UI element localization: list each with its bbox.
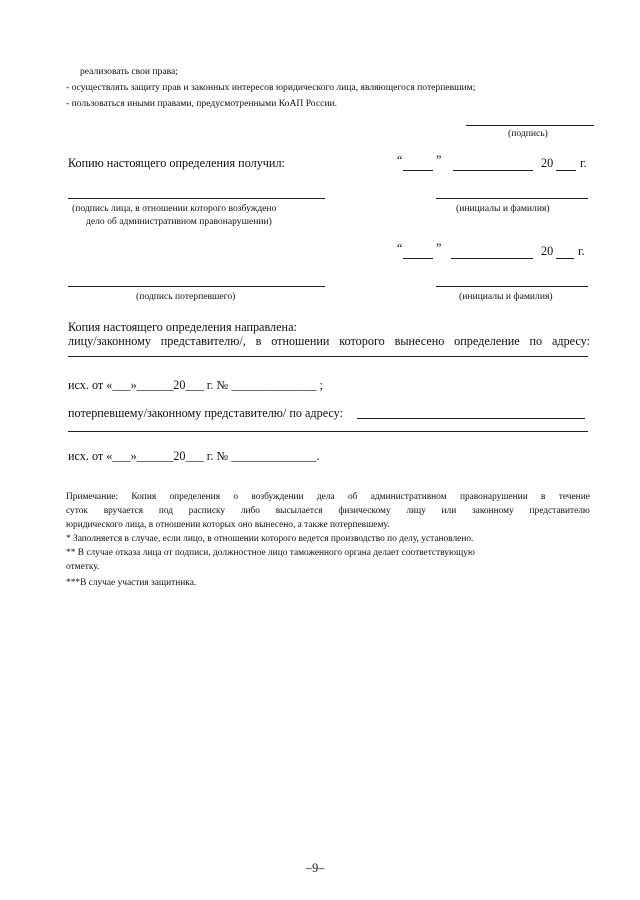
note-word: Примечание: xyxy=(66,492,119,502)
note-line-3: юридического лица, в отношении которых оно вынесено, а также потерпевшему. xyxy=(66,520,390,530)
victim-address-field[interactable] xyxy=(357,418,585,419)
person-signature-line[interactable] xyxy=(68,198,325,199)
signature-caption: (подпись) xyxy=(508,128,548,139)
caption-person-2: дело об административном правонарушении) xyxy=(86,216,272,227)
footnote-3: ***В случае участия защитника. xyxy=(66,578,197,588)
rights-line-3: - пользоваться иными правами, предусмотренными КоАП России. xyxy=(66,98,338,109)
date2-year-prefix: 20 xyxy=(541,244,554,258)
victim-signature-line[interactable] xyxy=(68,286,325,287)
note-line-2 xyxy=(66,507,590,516)
received-label: Копию настоящего определения получил: xyxy=(68,156,285,170)
to-person-line xyxy=(68,335,590,347)
note-word: Копия xyxy=(131,492,157,502)
footnote-2: ** В случае отказа лица от подписи, должностное лицо таможенного органа делает соответствующую xyxy=(66,548,475,558)
to-person-word: вынесено xyxy=(394,334,445,348)
note-word: расписку xyxy=(188,506,226,516)
sent-heading: Копия настоящего определения направлена: xyxy=(68,320,297,334)
note-word: либо xyxy=(240,506,260,516)
address-line-1[interactable] xyxy=(68,356,588,357)
victim-label: потерпевшему/законному представителю/ по адресу: xyxy=(68,406,343,420)
to-person-word: отношении xyxy=(271,334,330,348)
note-line-1 xyxy=(66,493,590,502)
note-word: о xyxy=(233,492,239,502)
to-person-word: определение xyxy=(454,334,520,348)
to-person-word: в xyxy=(255,334,262,348)
note-word: определения xyxy=(169,492,221,502)
note-word: законному xyxy=(471,506,514,516)
to-person-word: которого xyxy=(339,334,385,348)
date-year-prefix: 20 xyxy=(541,156,554,170)
caption-victim: (подпись потерпевшего) xyxy=(136,291,236,302)
note-word: дела xyxy=(316,492,335,502)
caption-initials-2: (инициалы и фамилия) xyxy=(459,291,553,302)
to-person-word: адресу: xyxy=(551,334,590,348)
date-year-suffix: г. xyxy=(580,156,587,170)
reference-1: исх. от «___»______20___ г. № ______________ ; xyxy=(68,378,323,392)
to-person-word: представителю/, xyxy=(160,334,246,348)
note-word: высылается xyxy=(275,506,323,516)
signature-line[interactable] xyxy=(466,125,594,126)
address-line-2[interactable] xyxy=(68,431,588,432)
note-word: возбуждении xyxy=(251,492,304,502)
note-word: лицу xyxy=(406,506,426,516)
date2-year-suffix: г. xyxy=(578,244,585,258)
note-word: административном xyxy=(370,492,447,502)
initials-line-2[interactable] xyxy=(436,286,588,287)
to-person-word: по xyxy=(529,334,543,348)
note-word: суток xyxy=(66,506,88,516)
date2-open-quote: “ xyxy=(397,241,403,255)
caption-initials: (инициалы и фамилия) xyxy=(456,203,550,214)
note-word: или xyxy=(441,506,457,516)
date2-year-field[interactable] xyxy=(556,258,574,259)
footnote-2-cont: отметку. xyxy=(66,562,100,572)
note-word: течение xyxy=(558,492,590,502)
note-word: представителю xyxy=(529,506,590,516)
date-month-field[interactable] xyxy=(453,170,533,171)
to-person-word: лицу/законному xyxy=(68,334,151,348)
reference-2: исх. от «___»______20___ г. № ______________. xyxy=(68,449,320,463)
footnote-1: * Заполняется в случае, если лицо, в отношении которого ведется производство по делу, установлено. xyxy=(66,534,474,544)
note-word: правонарушении xyxy=(459,492,528,502)
date-day-field[interactable] xyxy=(403,170,433,171)
note-word: об xyxy=(347,492,358,502)
initials-line[interactable] xyxy=(436,198,588,199)
page-number: –9– xyxy=(306,861,325,875)
date2-close-quote: ” xyxy=(436,241,442,255)
date2-day-field[interactable] xyxy=(403,258,433,259)
note-word: вручается xyxy=(103,506,144,516)
date-close-quote: ” xyxy=(436,153,442,167)
note-word: в xyxy=(541,492,546,502)
date-year-field[interactable] xyxy=(556,170,576,171)
date-open-quote: “ xyxy=(397,153,403,167)
date2-month-field[interactable] xyxy=(451,258,533,259)
rights-line-1: реализовать свои права; xyxy=(80,66,178,77)
rights-line-2: - осуществлять защиту прав и законных интересов юридического лица, являющегося потерпевшим; xyxy=(66,82,476,93)
caption-person: (подпись лица, в отношении которого возбуждено xyxy=(72,203,277,214)
note-word: под xyxy=(158,506,174,516)
note-word: физическому xyxy=(338,506,391,516)
